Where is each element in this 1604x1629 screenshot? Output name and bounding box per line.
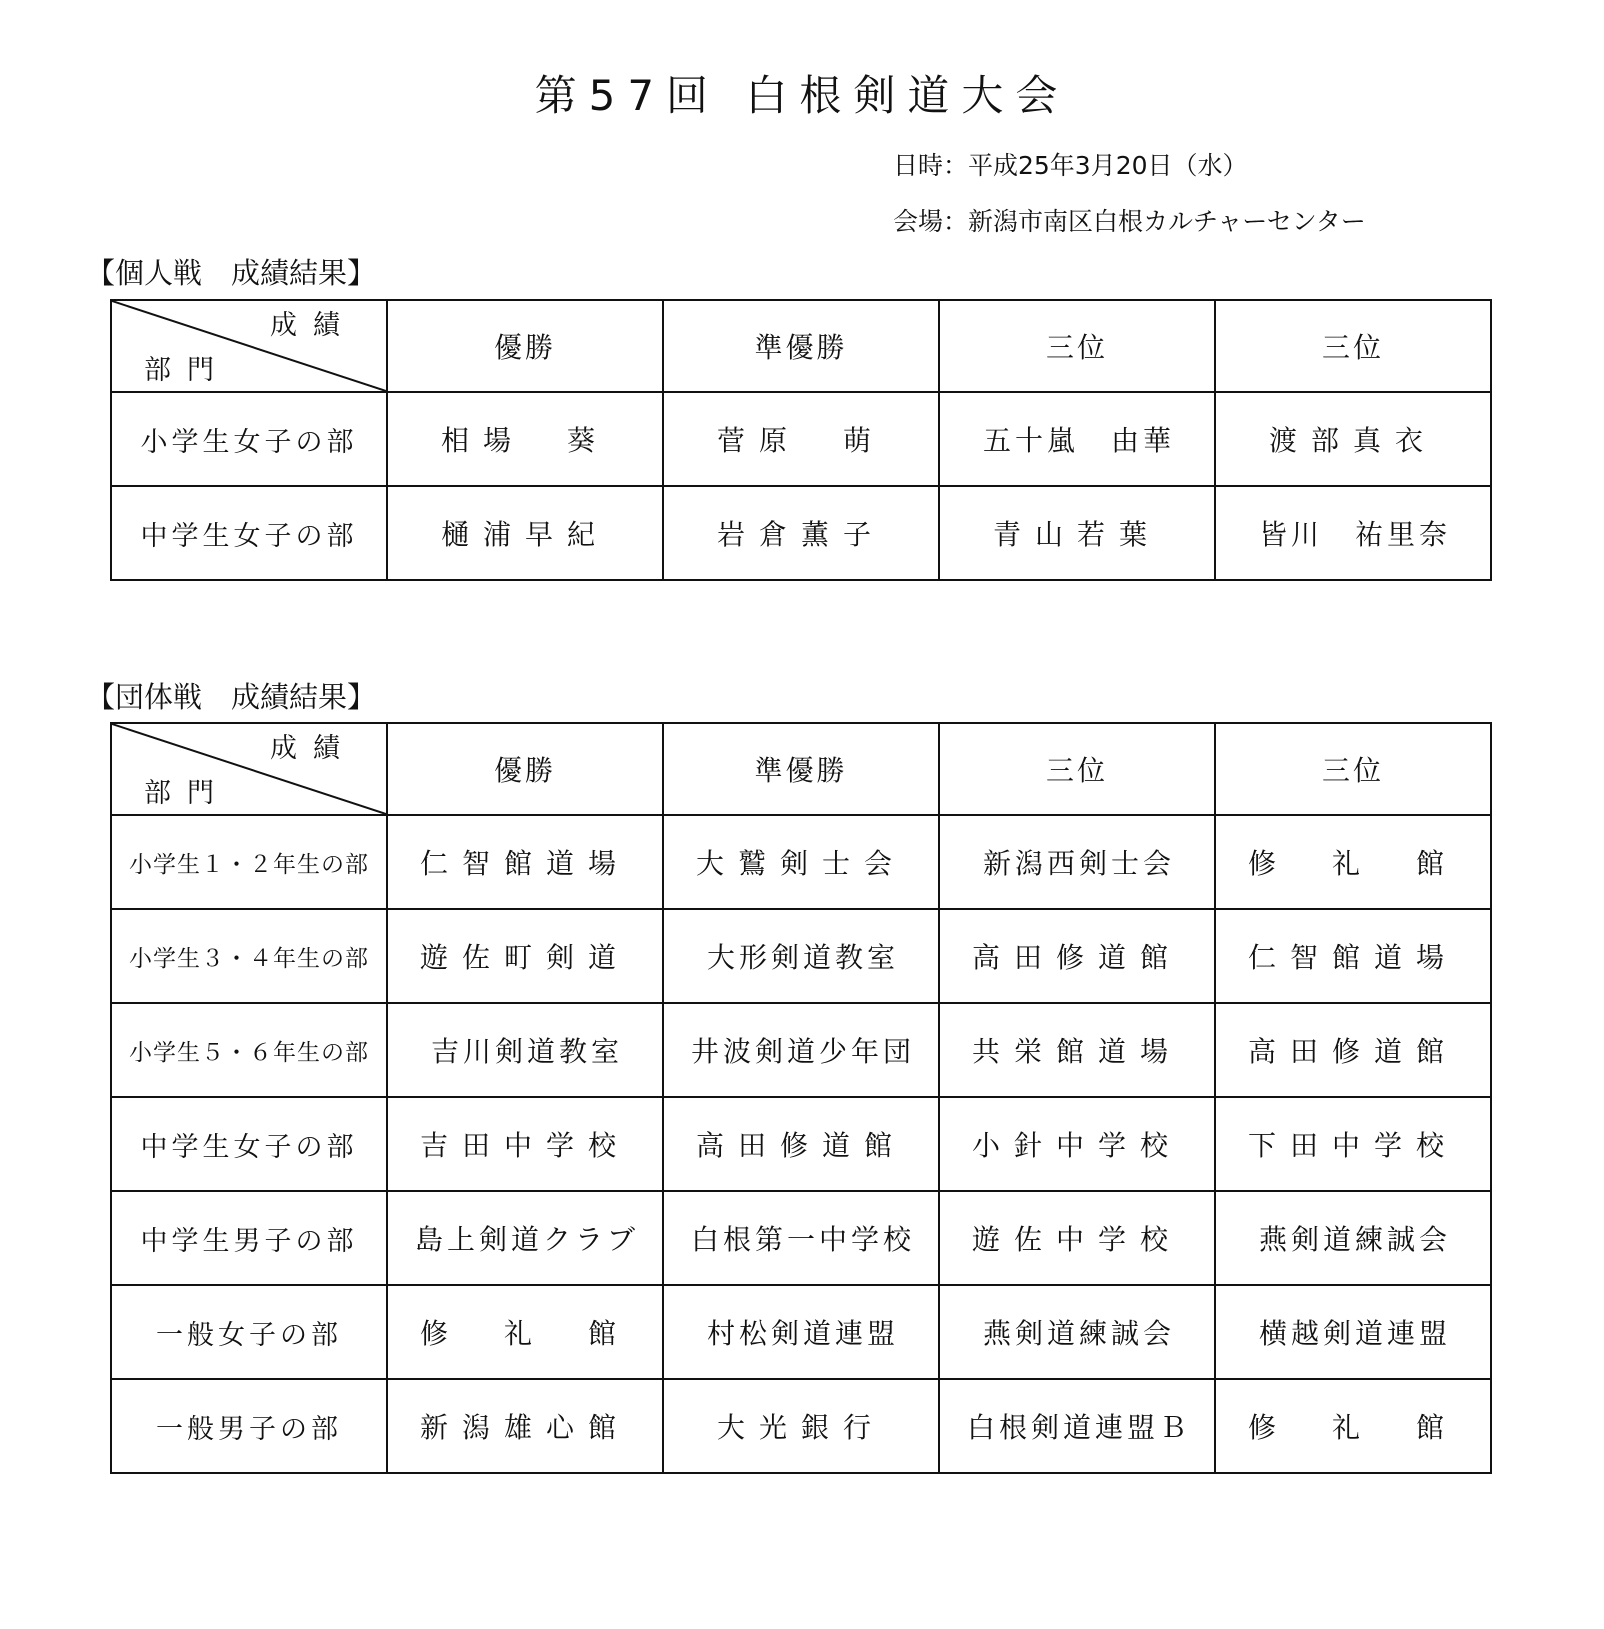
table-row <box>111 909 1491 1003</box>
table-row <box>111 1379 1491 1473</box>
result-cell: 共栄館道場 <box>939 1003 1215 1097</box>
result-cell: 大形剣道教室 <box>663 909 939 1003</box>
division-cell: 中学生男子の部 <box>111 1191 387 1285</box>
result-cell: 仁智館道場 <box>1215 909 1491 1003</box>
result-cell: 白根剣道連盟Ｂ <box>939 1379 1215 1473</box>
result-cell: 菅原 萌 <box>663 392 939 486</box>
result-cell: 修 礼 館 <box>1215 815 1491 909</box>
result-cell: 小針中学校 <box>939 1097 1215 1191</box>
result-cell: 青山若葉 <box>939 486 1215 580</box>
corner-label-division: 部門 <box>144 355 230 386</box>
column-header-third: 三位 <box>939 300 1215 392</box>
table-row <box>111 1003 1491 1097</box>
result-cell: 高田修道館 <box>1215 1003 1491 1097</box>
table-row <box>111 486 1491 580</box>
result-cell: 燕剣道練誠会 <box>1215 1191 1491 1285</box>
team-results-table <box>110 722 1492 1474</box>
division-cell: 小学生女子の部 <box>111 392 387 486</box>
result-cell: 樋浦早紀 <box>387 486 663 580</box>
corner-label-result: 成績 <box>270 733 356 764</box>
result-cell: 渡部真衣 <box>1215 392 1491 486</box>
corner-label-division: 部門 <box>144 778 230 809</box>
page-title: 第57回 白根剣道大会 <box>534 71 1070 120</box>
table-header-row <box>111 723 1491 815</box>
corner-label-result: 成績 <box>270 310 356 341</box>
table-header-row <box>111 300 1491 392</box>
column-header-third: 三位 <box>1215 723 1491 815</box>
result-cell: 仁智館道場 <box>387 815 663 909</box>
column-header-winner: 優勝 <box>387 723 663 815</box>
table-row <box>111 1097 1491 1191</box>
table-row <box>111 1191 1491 1285</box>
result-cell: 皆川 祐里奈 <box>1215 486 1491 580</box>
result-cell: 大光銀行 <box>663 1379 939 1473</box>
result-cell: 下田中学校 <box>1215 1097 1491 1191</box>
corner-header <box>111 300 387 392</box>
result-cell: 横越剣道連盟 <box>1215 1285 1491 1379</box>
column-header-third: 三位 <box>1215 300 1491 392</box>
column-header-runner-up: 準優勝 <box>663 723 939 815</box>
table-row <box>111 1285 1491 1379</box>
result-cell: 井波剣道少年団 <box>663 1003 939 1097</box>
result-cell: 燕剣道練誠会 <box>939 1285 1215 1379</box>
event-date: 日時：平成25年3月20日（水） <box>893 151 1248 180</box>
column-header-winner: 優勝 <box>387 300 663 392</box>
result-cell: 遊佐町剣道 <box>387 909 663 1003</box>
column-header-third: 三位 <box>939 723 1215 815</box>
division-cell: 小学生３・４年生の部 <box>111 909 387 1003</box>
result-cell: 修 礼 館 <box>387 1285 663 1379</box>
individual-results-table <box>110 299 1492 581</box>
result-cell: 遊佐中学校 <box>939 1191 1215 1285</box>
division-cell: 中学生女子の部 <box>111 486 387 580</box>
result-cell: 吉田中学校 <box>387 1097 663 1191</box>
result-cell: 高田修道館 <box>939 909 1215 1003</box>
table-row <box>111 392 1491 486</box>
result-cell: 大鷲剣士会 <box>663 815 939 909</box>
result-cell: 五十嵐 由華 <box>939 392 1215 486</box>
result-cell: 新潟西剣士会 <box>939 815 1215 909</box>
result-cell: 新潟雄心館 <box>387 1379 663 1473</box>
result-cell: 島上剣道クラブ <box>387 1191 663 1285</box>
result-cell: 修 礼 館 <box>1215 1379 1491 1473</box>
result-cell: 村松剣道連盟 <box>663 1285 939 1379</box>
division-cell: 小学生５・６年生の部 <box>111 1003 387 1097</box>
result-cell: 相場 葵 <box>387 392 663 486</box>
event-venue: 会場：新潟市南区白根カルチャーセンター <box>893 207 1366 236</box>
table-row <box>111 815 1491 909</box>
division-cell: 小学生１・２年生の部 <box>111 815 387 909</box>
result-cell: 吉川剣道教室 <box>387 1003 663 1097</box>
division-cell: 中学生女子の部 <box>111 1097 387 1191</box>
division-cell: 一般男子の部 <box>111 1379 387 1473</box>
result-cell: 岩倉薫子 <box>663 486 939 580</box>
result-cell: 高田修道館 <box>663 1097 939 1191</box>
team-heading: 【団体戦 成績結果】 <box>86 680 377 714</box>
corner-header <box>111 723 387 815</box>
column-header-runner-up: 準優勝 <box>663 300 939 392</box>
individual-heading: 【個人戦 成績結果】 <box>86 256 377 290</box>
division-cell: 一般女子の部 <box>111 1285 387 1379</box>
result-cell: 白根第一中学校 <box>663 1191 939 1285</box>
